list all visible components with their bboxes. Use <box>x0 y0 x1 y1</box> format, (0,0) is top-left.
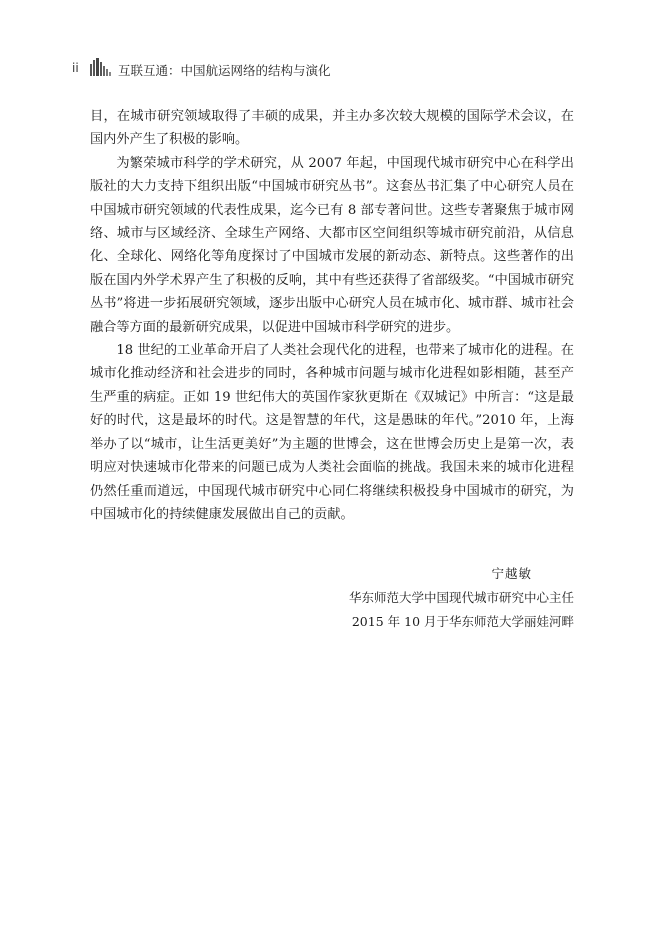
paragraph-urbanization: 18 世纪的工业革命开启了人类社会现代化的进程，也带来了城市化的进程。在城市化推动经济和社会进步的同时，各种城市问题与城市化进程如影相随，甚至产生严重的病症。正如 19 世纪伟大的英国作家狄更斯在《双城记》中所言：“这是最好的时代，这是最坏的时代。这是智慧的年代，这是愚昧的年代。”2010 年，上海举办了以“城市，让生活更美好”为主题的世博会，这在世博会历史上是第一次，表明应对快速城市化带来的问题已成为人类社会面临的挑战。我国未来的城市化进程仍然任重而道远，中国现代城市研究中心同仁将继续积极投身中国城市的研究，为中国城市化的持续健康发展做出自己的贡献。 <box>90 343 574 522</box>
book-title: 互联互通：中国航运网络的结构与演化 <box>118 63 331 78</box>
paragraph-book-series: 为繁荣城市科学的学术研究，从 2007 年起，中国现代城市研究中心在科学出版社的大力支持下组织出版“中国城市研究丛书”。这套丛书汇集了中心研究人员在中国城市研究领域的代表性成果，迄今已有 8 部专著问世。这些专著聚焦于城市网络、城市与区域经济、全球生产网络、大都市区空间组织等城市研究前沿，从信息化、全球化、网络化等角度探讨了中国城市发展的新动态、新特点。这些著作的出版在国内外学术界产生了积极的反响，其中有些还获得了省部级奖。“中国城市研究丛书”将进一步拓展研究领域，逐步出版中心研究人员在城市化、城市群、城市社会融合等方面的最新研究成果，以促进中国城市科学研究的进步。 <box>90 155 574 335</box>
date-place: 2015 年 10 月于华东师范大学丽娃河畔 <box>351 614 574 629</box>
paragraph-continued: 目，在城市研究领域取得了丰硕的成果，并主办多次较大规模的国际学术会议，在国内外产生了积极的影响。 <box>90 109 574 148</box>
signature-block <box>349 562 574 634</box>
main-text <box>90 105 574 526</box>
city-skyline-icon <box>90 58 112 76</box>
author-affiliation: 华东师范大学中国现代城市研究中心主任 <box>348 590 574 605</box>
running-head <box>72 58 592 80</box>
author-name: 宁越敏 <box>491 566 532 581</box>
page-number: ii <box>72 61 79 75</box>
